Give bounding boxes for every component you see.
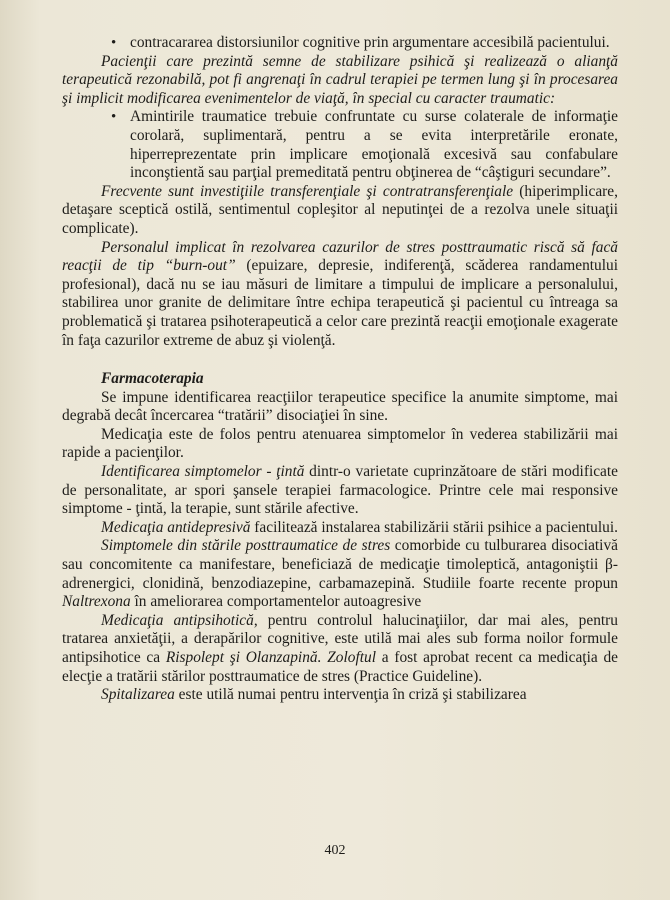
paragraph-text: (epuizare, depresie, indiferenţă, scăderea randamentului profesional), dacă nu se iau măsuri de limitare a timpului de implicare a personalului, stabilirea unor granite de delimitare între echipa terapeutică şi pacientul cu întreaga sa problematică şi tratarea psihoterapeutică a celor care prezintă reacţii emoţionale exagerate în faţa cazurilor extreme de abuz şi violenţă. (62, 257, 618, 349)
paragraph-transference (62, 183, 618, 239)
paragraph-text: dintr-o varietate cuprinzătoare de stări modificate de personalitate, ar spori şansele terapiei farmacologice. Printre cele mai responsive simptome - ţintă, la terapie, sunt stările afective. (62, 463, 618, 518)
paragraph-symptom-reactions: Se impune identificarea reacţiilor terapeutice specifice la anumite simptome, mai degrabă decât încercarea “tratării” disociaţiei în sine. (62, 388, 618, 425)
bullet-list-2 (62, 108, 618, 182)
italic-lead: Personalul implicat în rezolvarea cazurilor de stres posttraumatic riscă să facă reacţii de tip “burn-out” (62, 238, 618, 275)
italic-lead: Medicaţia antidepresivă (101, 518, 251, 536)
italic-lead: Medicaţia antipsihotică (101, 611, 254, 629)
paragraph-burnout (62, 239, 618, 351)
paragraph-text: , pentru controlul halucinaţiilor, dar mai ales, pentru tratarea anxietăţii, a derapărilor cognitive, este utilă mai ales sub forma noilor formule antipsihotice ca (62, 611, 618, 666)
paragraph-text: este utilă numai pentru intervenţia în criză şi stabilizarea (174, 686, 527, 704)
page-number: 402 (324, 843, 346, 858)
paragraph-text: în ameliorarea comportamentelor autoagresive (130, 593, 422, 611)
bullet-item: • Amintirile traumatice trebuie confruntate cu surse colaterale de informaţie corolară, suplimentară, pentru a se evita interpretările eronate, hiperreprezentate prin implicare emoţională excesivă sau confabulare inconştientă sau parţial premeditată pentru obţinerea de “câştiguri secundare”. (130, 108, 618, 182)
paragraph-antidepressants (62, 519, 618, 538)
paragraph-text: a fost aprobat recent ca medicaţia de elecţie a tratării stărilor posttraumatice de stres (Practice Guideline). (62, 649, 618, 685)
paragraph-target-symptoms (62, 463, 618, 519)
section-heading (62, 370, 618, 389)
italic-lead: Frecvente sunt investiţiile transferenţiale şi contratransferenţiale (101, 182, 514, 200)
italic-lead: Identificarea simptomelor - ţintă (101, 463, 305, 481)
paragraph-antipsychotics (62, 612, 618, 686)
page-body (62, 34, 618, 705)
bullet-list-1 (62, 34, 618, 53)
italic-lead: Spitalizarea (101, 686, 175, 704)
italic-drug: Zoloftul (327, 649, 376, 666)
italic-text: Pacienţii care prezintă semne de stabilizare psihică şi realizează o alianţă terapeutică rezonabilă, pot fi angrenaţi în cadrul terapiei pe termen lung şi în procesarea şi implicit modificarea evenimentelor de viaţă, în special cu caracter traumatic: (62, 52, 618, 107)
paragraph-text: facilitează instalarea stabilizării stării psihice a pacientului. (250, 518, 618, 536)
paragraph-text: comorbide cu tulburarea disociativă sau concomitente ca manifestare, beneficiază de medicaţie timoleptică, antagoniştii β-adrenergici, clonidină, benzodiazepine, carbamazepină. Studiile foarte recente propun (62, 537, 618, 592)
paragraph-stabilized-patients (62, 53, 618, 109)
italic-drug: Naltrexona (62, 593, 131, 611)
paragraph-text: (hiperimplicare, detaşare sceptică ostilă, sentimentul copleşitor al neputinţei de a rezolva unele situaţii complicate). (62, 182, 618, 237)
paragraph-hospitalization (62, 686, 618, 705)
italic-drug: Rispolept şi Olanzapină. (165, 649, 322, 666)
bullet-item: • contracararea distorsiunilor cognitive prin argumentare accesibilă pacientului. (130, 34, 618, 53)
paragraph-ptsd-symptoms (62, 537, 618, 611)
italic-lead: Simptomele din stările posttraumatice de stres (101, 537, 391, 555)
paragraph-medication-use: Medicaţia este de folos pentru atenuarea simptomelor în vederea stabilizării mai rapide a pacienţilor. (62, 425, 618, 462)
section-title: Farmacoterapia (101, 370, 204, 388)
